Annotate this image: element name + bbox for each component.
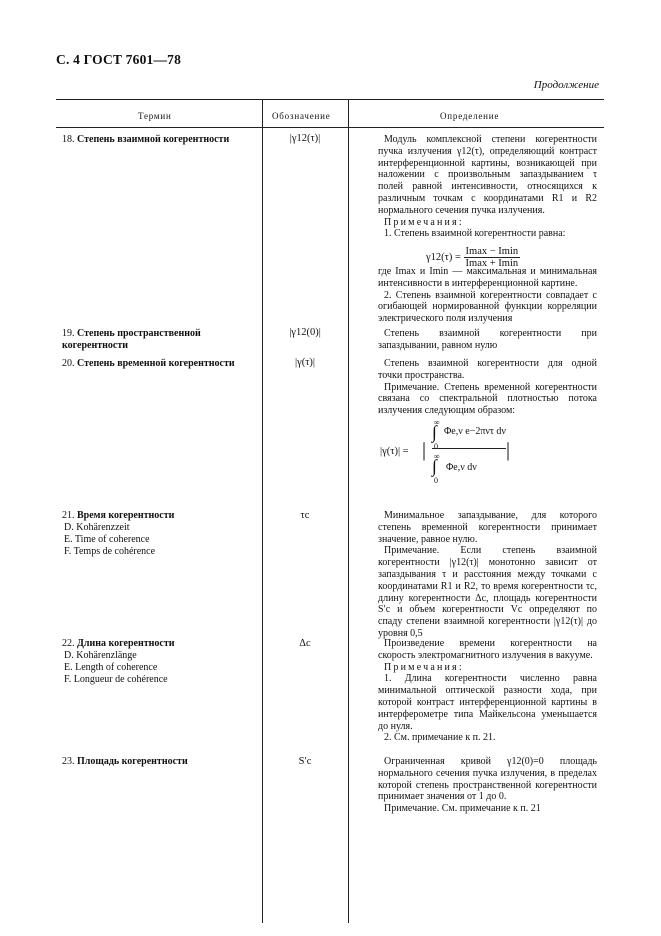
definition-row-18 — [378, 134, 597, 240]
term-translation-fr: F. Temps de cohérence — [64, 546, 156, 557]
column-header-terms: Термин — [138, 111, 172, 121]
integral-icon: ∫ — [432, 422, 437, 442]
formula-row-20 — [380, 418, 510, 488]
integral-lower-limit-2: 0 — [434, 476, 438, 485]
table-header-rule — [56, 127, 604, 128]
term-name: Длина когерентности — [77, 638, 175, 649]
column-header-definition: Определение — [440, 111, 500, 121]
term-translation-en: E. Time of coherence — [64, 534, 150, 545]
definition-row-23 — [378, 756, 597, 815]
integral-upper-limit-2: ∞ — [434, 452, 440, 461]
note-text: 1. Степень взаимной когерентности равна: — [384, 228, 566, 240]
definition-text: Произведение времени когерентности на скорость электромагнитного излучения в вакууме. — [378, 638, 597, 661]
note-text: Примечание. Степень временной когерентности связана со спектральной плотностью потока излучения следующим образом: — [378, 381, 597, 417]
formula-numerator: Φe,ν e−2πντ dν — [444, 426, 506, 437]
definition-text: Минимальное запаздывание, для которого степень временной когерентности принимает значение, равное нулю. — [378, 510, 597, 545]
symbol-row-23: S′c — [298, 756, 312, 767]
continuation-label: Продолжение — [533, 79, 599, 91]
symbol-row-19: |γ12(0)| — [289, 327, 321, 338]
term-name: Степень временной когерентности — [77, 358, 235, 369]
formula-denominator: Φe,ν dν — [446, 462, 477, 473]
term-row-23 — [62, 756, 262, 768]
definition-row-19 — [378, 328, 597, 352]
definition-text: Степень взаимной когерентности при запаздывании, равном нулю — [378, 328, 597, 351]
term-number: 21. — [62, 510, 75, 521]
column-header-symbol: Обозначение — [272, 111, 331, 121]
bracket-left: | — [422, 439, 427, 461]
note-heading: Примечания: — [384, 216, 464, 228]
formula-numerator: Imax − Imin — [465, 246, 519, 257]
note-text: 1. Длина когерентности численно равна минимальной оптической разности хода, при которой контраст интерференционной картины в интерферометре типа Майкельсона уменьшается до нуля. — [378, 673, 597, 732]
term-number: 23. — [62, 756, 75, 767]
definition-text: Модуль комплексной степени когерентности пучка излучения γ12(τ), определяющий контраст интерференционной картины, возникающей при наложении с произвольным запаздыванием τ полей равной интенсивности, относящихся к различным точкам с координатами R1 и R2 нормального сечения пучка излучения. — [378, 134, 597, 216]
term-translation-fr: F. Longueur de cohérence — [64, 674, 168, 685]
definition-row-22 — [378, 638, 597, 744]
fraction-bar — [432, 448, 506, 449]
note-heading: Примечания: — [384, 661, 464, 673]
term-row-18 — [62, 134, 262, 146]
note-text: где Imax и Imin — максимальная и минимальная интенсивности в интерференционной картине. — [378, 266, 597, 289]
formula-denominator: Imax + Imin — [465, 258, 519, 269]
term-number: 18. — [62, 134, 75, 145]
integral-lower-limit: 0 — [434, 442, 438, 451]
definition-text: Степень взаимной когерентности для одной точки пространства. — [378, 358, 597, 381]
formula-lhs: γ12(τ) = — [426, 251, 461, 263]
page-header: С. 4 ГОСТ 7601—78 — [56, 52, 182, 67]
symbol-row-21: τc — [300, 510, 310, 521]
term-row-21 — [62, 510, 262, 558]
term-row-22 — [62, 638, 262, 686]
note-text: Примечание. См. примечание к п. 21 — [384, 803, 541, 815]
formula-lhs: |γ(τ)| = — [380, 446, 409, 457]
note-text: 2. Степень взаимной когерентности совпадает с огибающей нормированной функции корреляции электрического поля излучения — [378, 289, 597, 325]
symbol-row-22: Δc — [299, 638, 311, 649]
term-name: Степень пространственной когерентности — [62, 328, 201, 351]
term-number: 19. — [62, 328, 75, 339]
term-name: Площадь когерентности — [77, 756, 188, 767]
definition-text: Ограниченная кривой γ12(0)=0 площадь нормального сечения пучка излучения, в пределах которой степень пространственной когерентности принимает значения от 1 до 0. — [378, 756, 597, 803]
note-text: 2. См. примечание к п. 21. — [384, 732, 496, 744]
term-translation-en: E. Length of coherence — [64, 662, 158, 673]
integral-icon: ∫ — [432, 456, 437, 476]
term-name: Время когерентности — [77, 510, 175, 521]
term-number: 20. — [62, 358, 75, 369]
term-translation-de: D. Kohärenzzeit — [64, 522, 130, 533]
term-name: Степень взаимной когерентности — [77, 134, 230, 145]
table-top-rule — [56, 99, 604, 100]
term-row-19 — [62, 328, 262, 352]
term-row-20 — [62, 358, 262, 370]
definition-row-21 — [378, 510, 597, 640]
definition-row-18-cont — [378, 266, 597, 325]
term-translation-de: D. Kohärenzlänge — [64, 650, 137, 661]
integral-upper-limit: ∞ — [434, 418, 440, 427]
symbol-row-18: |γ12(τ)| — [289, 133, 321, 144]
term-number: 22. — [62, 638, 75, 649]
symbol-row-20: |γ(τ)| — [294, 357, 316, 368]
definition-row-20 — [378, 358, 597, 417]
note-text: Примечание. Если степень взаимной когерентности |γ12(τ)| монотонно зависит от запаздывания τ и расстояния между точками с координатами R1 и R2, то время когерентности τc, длину когерентности Δc, площадь когерентности S′c и объем когерентности Vc определяют по спаду степени взаимной когерентности |γ12(τ)| до уровня 0,5 — [378, 545, 597, 639]
column-divider-2 — [348, 99, 349, 923]
bracket-right: | — [506, 439, 511, 461]
